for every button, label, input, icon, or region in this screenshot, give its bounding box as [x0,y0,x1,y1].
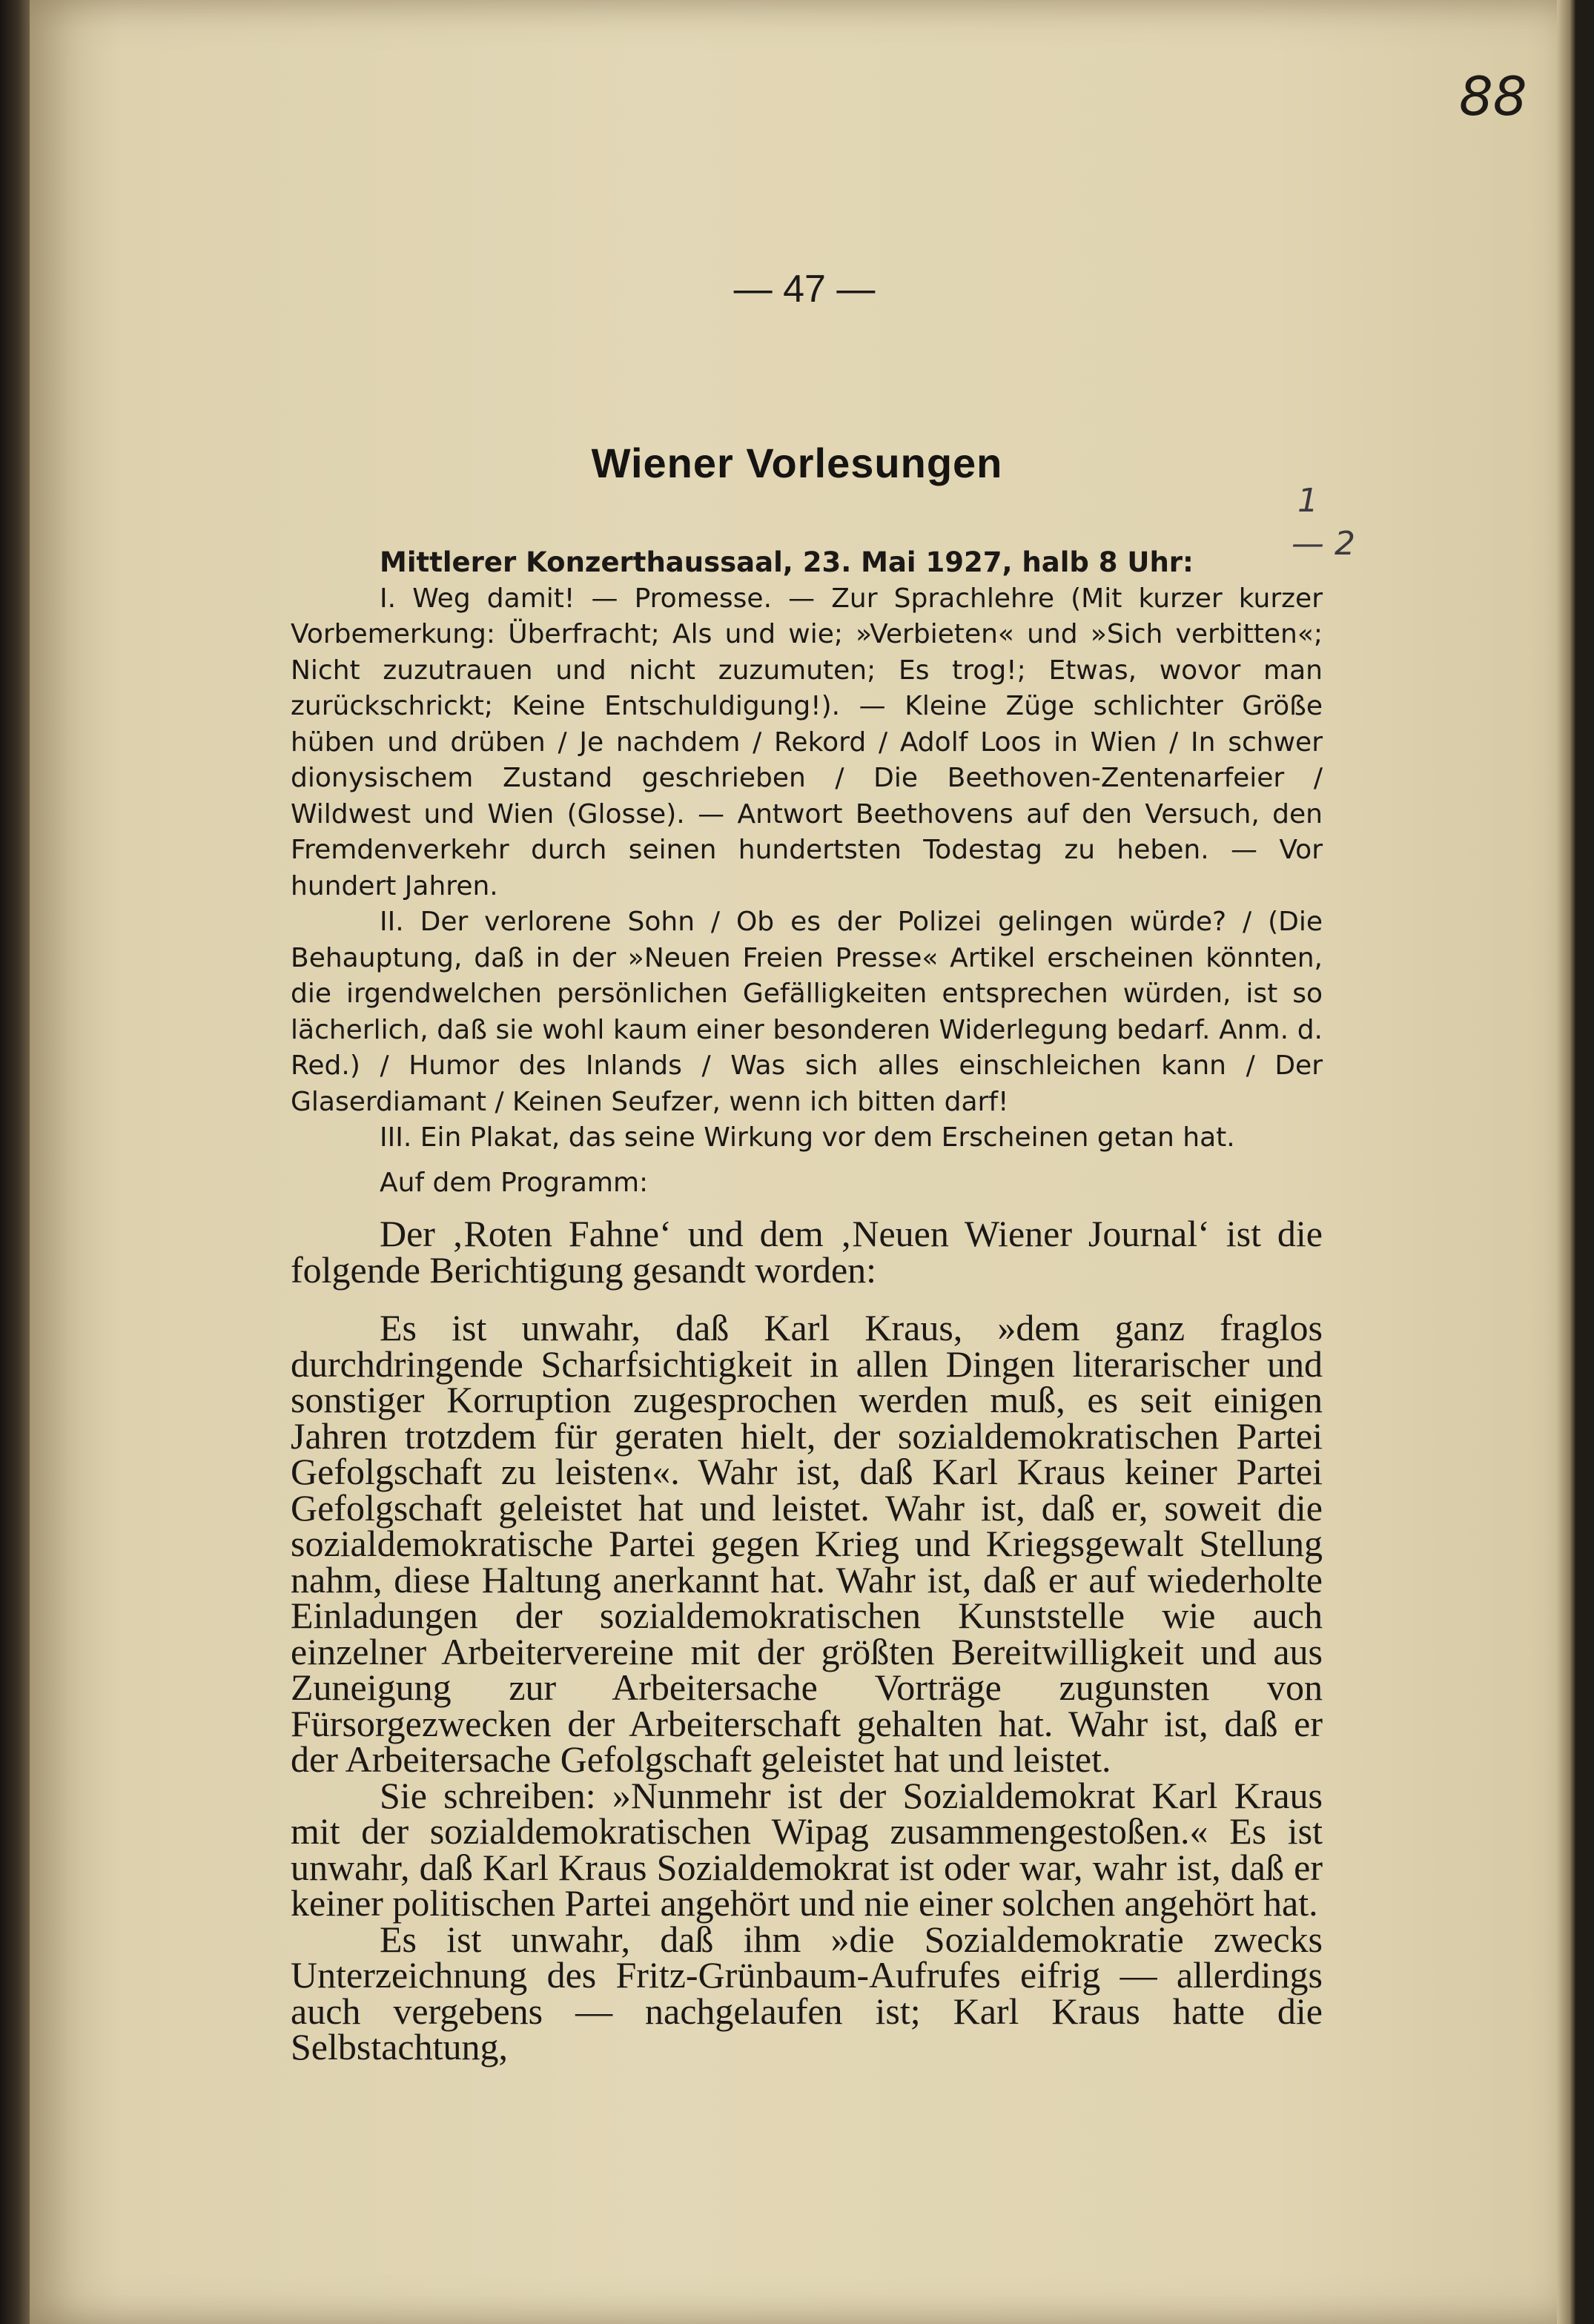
pencil-annotation-2: — 2 [1292,525,1355,563]
program-part-1: I. Weg damit! — Promesse. — Zur Sprachlehre (Mit kurzer kurzer Vorbemerkung: Überfracht; Als und wie; »Verbieten« und »Sich verbitten«; Nicht zuzutrauen und nicht zuzumuten; Es trog!; Etwas, wovor man zurückschrickt; Keine Entschuldigung!). — Kleine Züge schlichter Größe hüben und drüben / Je nachdem / Rekord / Adolf Loos in Wien / In schwer dionysischem Zustand geschrieben / Die Beethoven-Zentenarfeier / Wildwest und Wien (Glosse). — Antwort Beethovens auf den Versuch, den Fremdenverkehr durch seinen hundertsten Todestag zu heben. — Vor hundert Jahren. [291,583,1323,901]
event-line: Mittlerer Konzerthaussaal, 23. Mai 1927, halb 8 Uhr: [380,546,1194,578]
program-label: Auf dem Programm: [380,1167,649,1198]
intro-paragraph: Der ‚Roten Fahne‘ und dem ‚Neuen Wiener Journal‘ ist die folgende Berichtigung gesandt worden: [291,1213,1323,1291]
correction-paragraph-2: Sie schreiben: »Nunmehr ist der Sozialdemokrat Karl Kraus mit der sozialdemokratischen Wipag zusammengestoßen.« Es ist unwahr, daß Karl Kraus Sozialdemokrat ist oder war, wahr ist, daß er keiner politischen Partei angehört und nie einer solchen angehört hat. [291,1774,1323,1924]
article-title: Wiener Vorlesungen [591,440,1003,486]
correction-paragraph-3: Es ist unwahr, daß ihm »die Sozialdemokratie zwecks Unterzeichnung des Fritz-Grünbaum-Aufrufes eifrig — allerdings auch vergebens — nachgelaufen ist; Karl Kraus hatte die Selbstachtung, [291,1918,1323,2068]
pencil-annotation-1: 1 [1297,482,1318,520]
folio-number: 88 [1459,65,1527,128]
page-number: — 47 — [733,268,876,311]
correction-paragraph-1: Es ist unwahr, daß Karl Kraus, »dem ganz fraglos durchdringende Scharfsichtigkeit in allen Dingen literarischer und sonstiger Korruption zugesprochen werden muß, es seit einigen Jahren trotzdem für geraten hielt, der sozialdemokratischen Partei Gefolgschaft zu leisten«. Wahr ist, daß Karl Kraus keiner Partei Gefolgschaft geleistet hat und leistet. Wahr ist, daß er, soweit die sozialdemokratische Partei gegen Krieg und Kriegsgewalt Stellung nahm, diese Haltung anerkannt hat. Wahr ist, daß er auf wiederholte Einladungen der sozialdemokratischen Kunststelle wie auch einzelner Arbeitervereine mit der größten Bereitwilligkeit und aus Zuneigung zur Arbeitersache Vorträge zugunsten von Fürsorgezwecken der Arbeiterschaft gehalten hat. Wahr ist, daß er der Arbeitersache Gefolgschaft geleistet hat und leistet. [291,1307,1323,1780]
book-spine-shadow [0,0,30,2324]
article-body [291,545,1323,2068]
program-part-2: II. Der verlorene Sohn / Ob es der Polizei gelingen würde? / (Die Behauptung, daß in der »Neuen Freien Presse« Artikel erscheinen könnten, die irgendwelchen persönlichen Gefälligkeiten entsprechen würden, ist so lächerlich, daß sie wohl kaum einer besonderen Widerlegung bedarf. Anm. d. Red.) / Humor des Inlands / Was sich alles einschleichen kann / Der Glaserdiamant / Keinen Seufzer, wenn ich bitten darf! [291,907,1323,1117]
page-edge [1557,0,1575,2324]
program-part-3: III. Ein Plakat, das seine Wirkung vor dem Erscheinen getan hat. [380,1122,1235,1153]
